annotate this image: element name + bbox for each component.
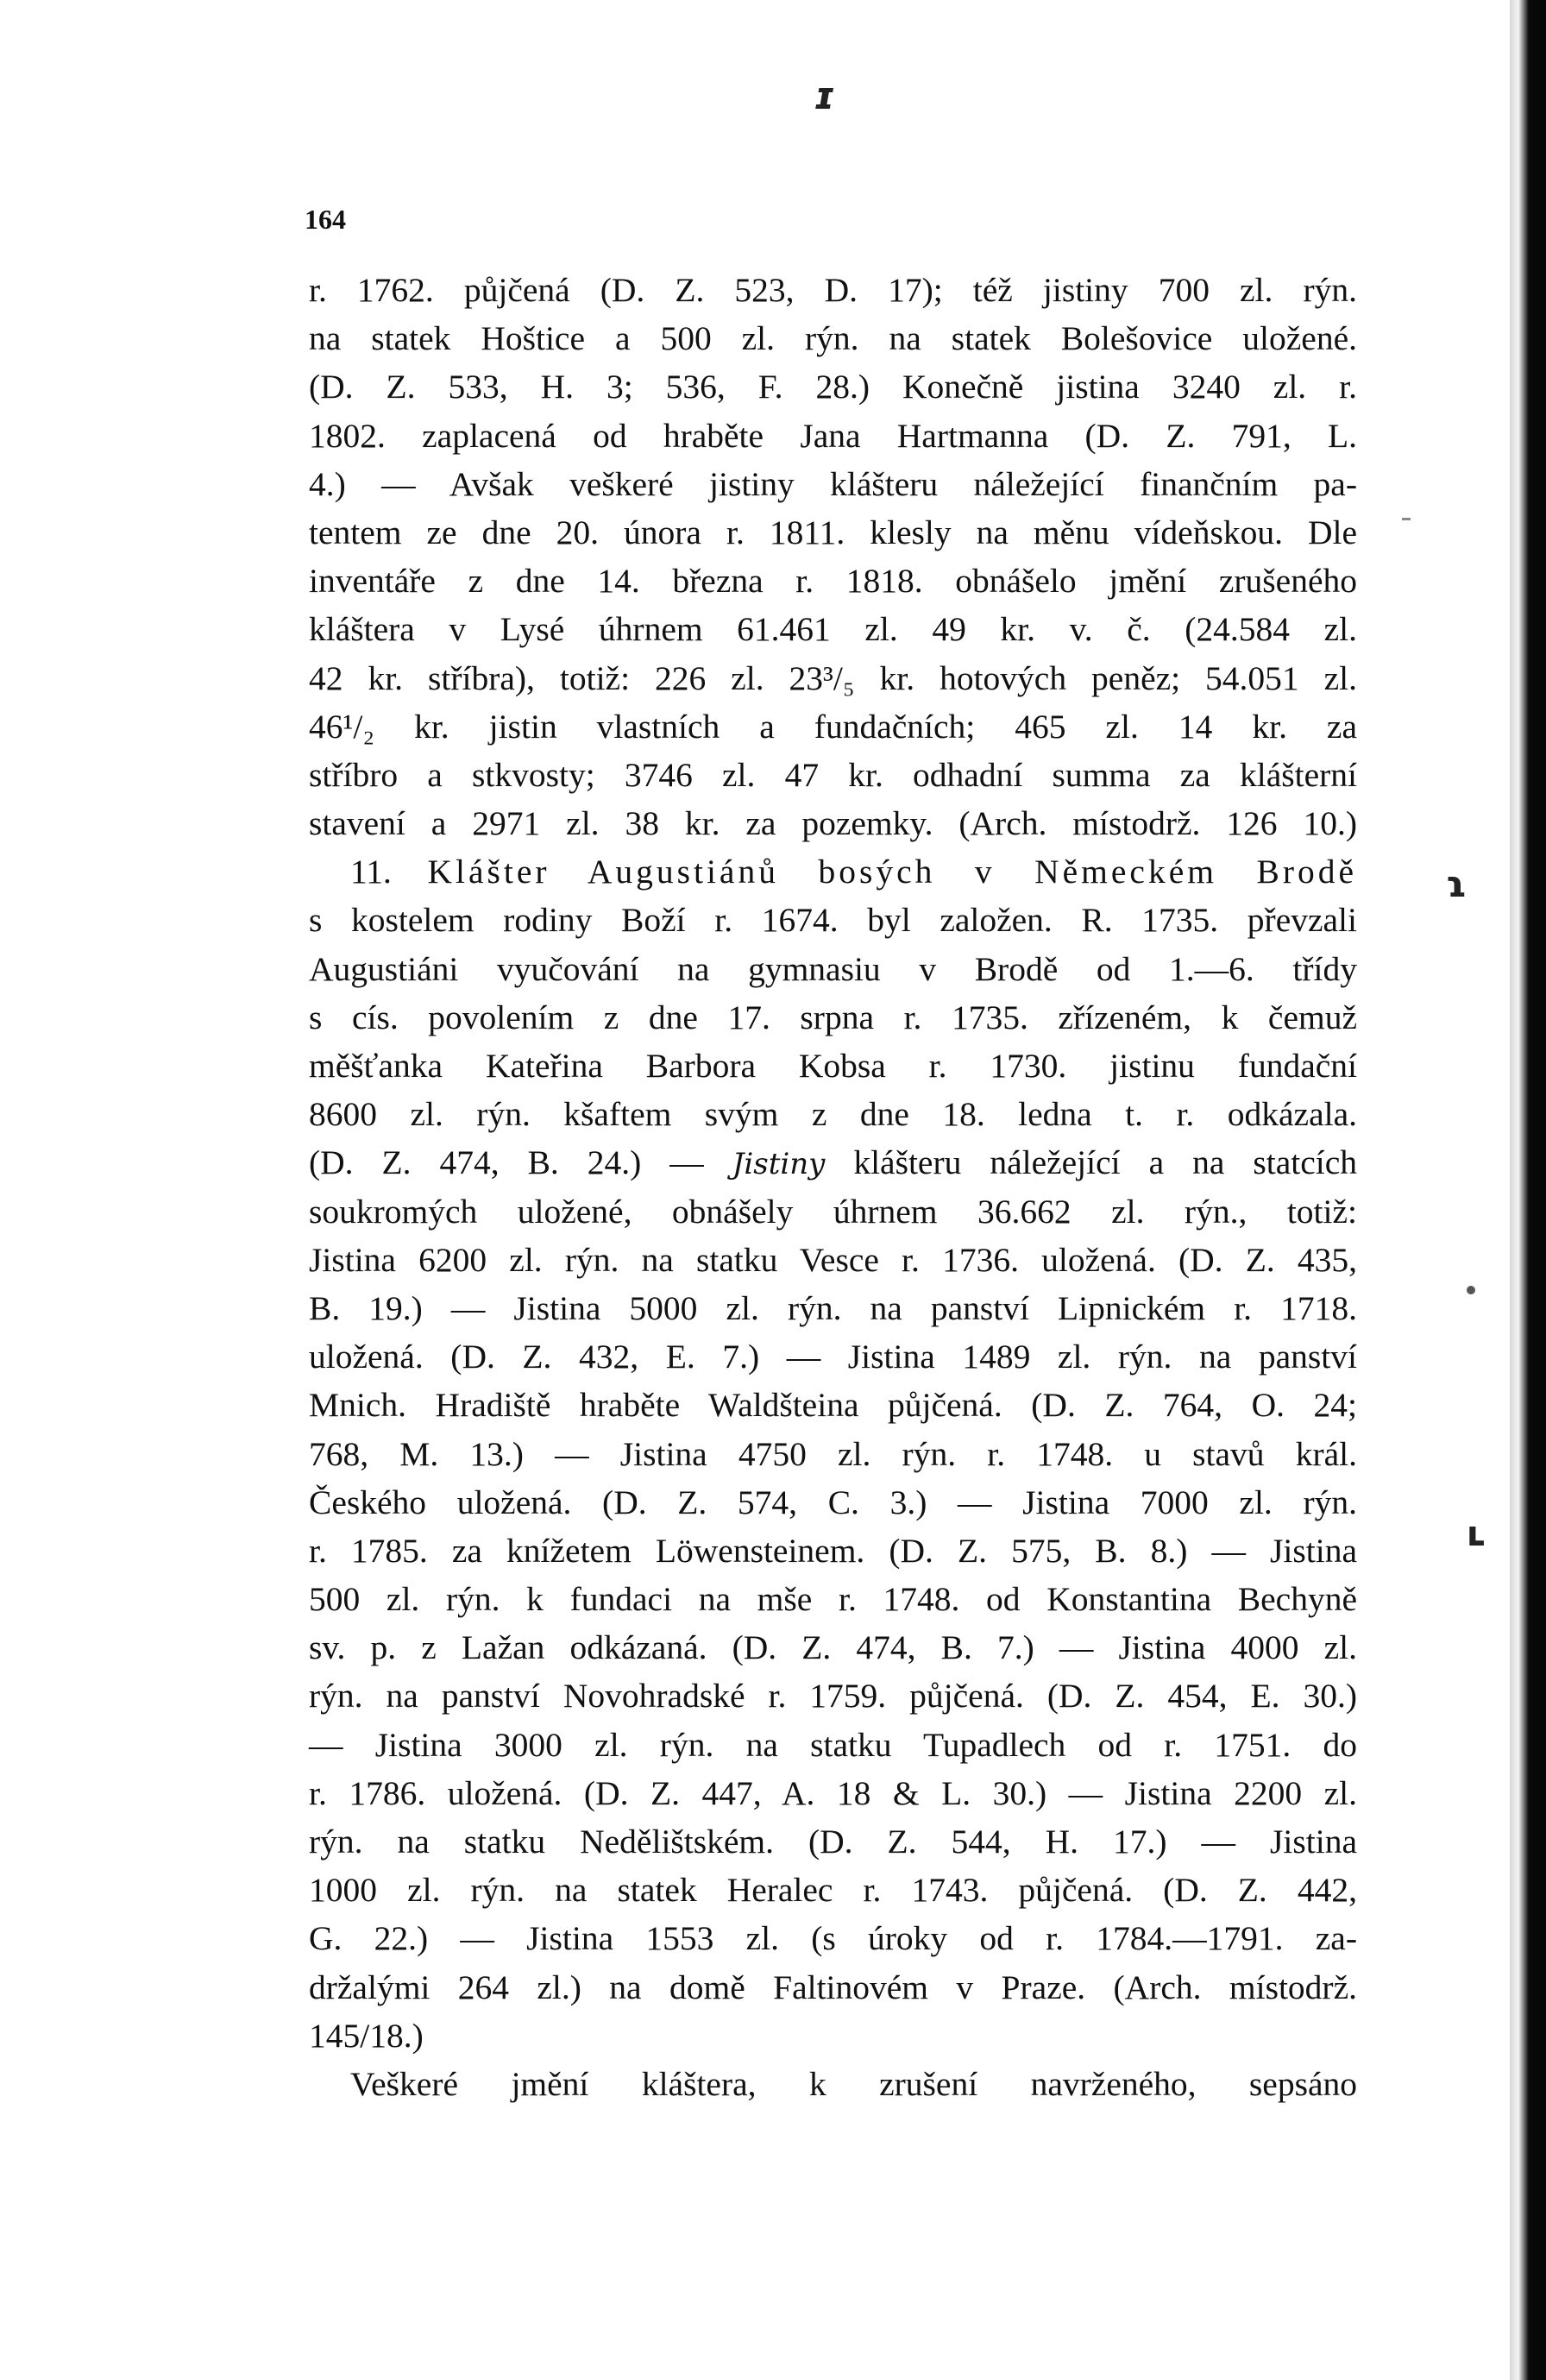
text-line: Augustiáni vyučování na gymnasiu v Brodě od 1.—6. třídy <box>309 949 1357 988</box>
body-text <box>309 266 1357 2108</box>
text-line: držalými 264 zl.) na domě Faltinovém v Praze. (Arch. místodrž. <box>309 1968 1357 2006</box>
scan-page-edge <box>1510 0 1546 2380</box>
text-line: Českého uložená. (D. Z. 574, C. 3.) — Jistina 7000 zl. rýn. <box>309 1483 1357 1521</box>
text-line: 8600 zl. rýn. kšaftem svým z dne 18. ledna t. r. odkázala. <box>309 1095 1357 1134</box>
text-line: r. 1786. uložená. (D. Z. 447, A. 18 & L. 30.) — Jistina 2200 zl. <box>309 1773 1357 1812</box>
text-line: — Jistina 3000 zl. rýn. na statku Tupadlech od r. 1751. do <box>309 1725 1357 1764</box>
text-line: měšťanka Kateřina Barbora Kobsa r. 1730. jistinu fundační <box>309 1047 1357 1085</box>
text-line: 500 zl. rýn. k fundaci na mše r. 1748. od Konstantina Bechyně <box>309 1580 1357 1619</box>
text-line: G. 22.) — Jistina 1553 zl. (s úroky od r. 1784.—1791. za- <box>309 1919 1357 1958</box>
text-line: Jistina 6200 zl. rýn. na statku Vesce r. 1736. uložená. (D. Z. 435, <box>309 1240 1357 1279</box>
text-line: uložená. (D. Z. 432, E. 7.) — Jistina 1489 zl. rýn. na panství <box>309 1338 1357 1376</box>
text-line: rýn. na panství Novohradské r. 1759. půjčená. (D. Z. 454, E. 30.) <box>309 1677 1357 1716</box>
section-number: 11. <box>350 853 392 891</box>
italic-term: Jistiny <box>732 1147 826 1182</box>
text-line: 1802. zaplacená od hraběte Jana Hartmanna (D. Z. 791, L. <box>309 416 1357 455</box>
scan-artifact-dot <box>1402 518 1411 520</box>
text-line-with-italic <box>309 1138 1357 1187</box>
text-line: s kostelem rodiny Boží r. 1674. byl založen. R. 1735. převzali <box>309 901 1357 940</box>
text-segment: (D. Z. 474, B. 24.) — <box>309 1143 704 1182</box>
section-heading-line <box>309 847 1357 896</box>
text-line: na statek Hoštice a 500 zl. rýn. na statek Bolešovice uložené. <box>309 319 1357 358</box>
scan-artifact-mark: ɪ <box>810 74 839 118</box>
text-line: r. 1785. za knížetem Löwensteinem. (D. Z. 575, B. 8.) — Jistina <box>309 1531 1357 1570</box>
text-line: Veškeré jmění kláštera, k zrušení navrženého, sepsáno <box>350 2064 1357 2103</box>
text-line: 4.) — Avšak veškeré jistiny klášteru náležející finančním pa- <box>309 464 1357 503</box>
text-line: 1000 zl. rýn. na statek Heralec r. 1743. půjčená. (D. Z. 442, <box>309 1871 1357 1910</box>
page-number: 164 <box>305 204 346 235</box>
text-line: r. 1762. půjčená (D. Z. 523, D. 17); též jistiny 700 zl. rýn. <box>309 271 1357 309</box>
scan-artifact-mark: ʟ <box>1467 1514 1486 1554</box>
text-line: soukromých uložené, obnášely úhrnem 36.662 zl. rýn., totiž: <box>309 1192 1357 1231</box>
section-heading: Klášter Augustiánů bosých v Německém Brodě <box>427 853 1358 891</box>
text-line: sv. p. z Lažan odkázaná. (D. Z. 474, B. 7.) — Jistina 4000 zl. <box>309 1628 1357 1667</box>
text-line: rýn. na statku Nedělištském. (D. Z. 544, H. 17.) — Jistina <box>309 1823 1357 1861</box>
text-line: stavení a 2971 zl. 38 kr. za pozemky. (Arch. místodrž. 126 10.) <box>309 804 1357 843</box>
text-line: stříbro a stkvosty; 3746 zl. 47 kr. odhadní summa za klášterní <box>309 755 1357 794</box>
text-line: Mnich. Hradiště hraběte Waldšteina půjčená. (D. Z. 764, O. 24; <box>309 1386 1357 1425</box>
text-line: inventáře z dne 14. března r. 1818. obnášelo jmění zrušeného <box>309 562 1357 601</box>
text-line: (D. Z. 533, H. 3; 536, F. 28.) Konečně jistina 3240 zl. r. <box>309 368 1357 406</box>
text-line: 46¹/₂ kr. jistin vlastních a fundačních; 465 zl. 14 kr. za <box>309 707 1357 746</box>
text-line: 42 kr. stříbra), totiž: 226 zl. 23³/₅ kr. hotových peněz; 54.051 zl. <box>309 658 1357 697</box>
text-segment: klášteru náležející a na statcích <box>853 1143 1357 1182</box>
text-line: tentem ze dne 20. února r. 1811. klesly na měnu vídeňskou. Dle <box>309 513 1357 551</box>
text-line: B. 19.) — Jistina 5000 zl. rýn. na panství Lipnickém r. 1718. <box>309 1288 1357 1327</box>
text-line: kláštera v Lysé úhrnem 61.461 zl. 49 kr. v. č. (24.584 zl. <box>309 610 1357 649</box>
text-line: 145/18.) <box>309 2016 424 2055</box>
text-line: 768, M. 13.) — Jistina 4750 zl. rýn. r. 1748. u stavů král. <box>309 1434 1357 1473</box>
scan-artifact-dot <box>1467 1286 1475 1294</box>
scan-artifact-mark: ɿ <box>1445 863 1467 905</box>
text-line: s cís. povolením z dne 17. srpna r. 1735. zřízeném, k čemuž <box>309 998 1357 1036</box>
